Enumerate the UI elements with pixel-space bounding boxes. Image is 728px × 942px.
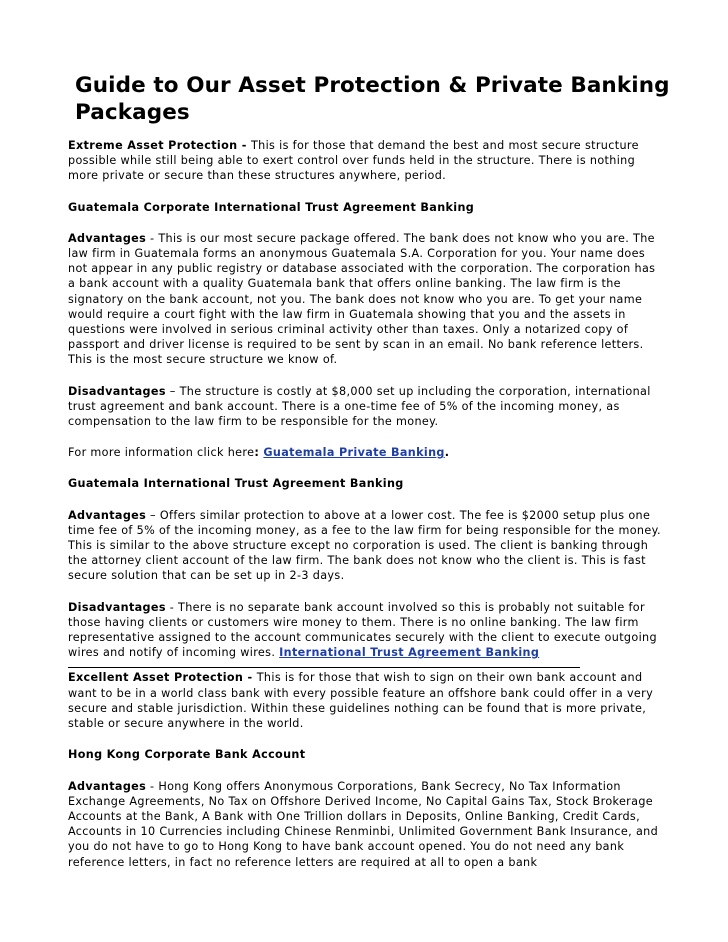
disadvantages-label: Disadvantages — [68, 384, 166, 398]
document-body — [68, 138, 664, 886]
extreme-protection-paragraph — [68, 138, 664, 184]
advantages-paragraph: Advantages – Offers similar protection to above at a lower cost. The fee is $2000 setup plus one time fee of 5% of the incoming money, as a fee to the law firm for being responsible for the money. This is similar to the above structure except no corporation is used. The client is banking through the attorney client account of the law firm. The bank does not know who the client is. This is fast secure solution that can be set up in 2-3 days. — [68, 508, 661, 583]
excellent-protection-heading: Excellent Asset Protection - — [68, 671, 257, 685]
advantages-label: Advantages — [68, 508, 147, 522]
disadvantages-label: Disadvantages — [68, 600, 166, 614]
advantages-paragraph: Advantages - This is our most secure package offered. The bank does not know who you are. The law firm in Guatemala forms an anonymous Guatemala S.A. Corporation for you. Your name does not appear in any public registry or database associated with the corporation. The corporation has a bank account with a quality Guatemala bank that offers online banking. The law firm is the signatory on the bank account, not you. The bank does not know who you are. To get your name would require a court fight with the law firm in Guatemala showing that you and the assets in questions were involved in serious criminal activity other than taxes. Only a notarized copy of passport and driver license is required to be sent by scan in an email. No bank reference letters. This is the most secure structure we know of. — [68, 231, 656, 367]
extreme-protection-heading: Extreme Asset Protection - — [68, 139, 251, 152]
page-title: Guide to Our Asset Protection & Private Banking Packages — [75, 73, 670, 125]
more-info-paragraph: For more information click here: Guatemala Private Banking. — [68, 446, 450, 460]
section-heading: Guatemala Corporate International Trust Agreement Banking — [68, 200, 475, 214]
section-heading: Guatemala International Trust Agreement Banking — [68, 477, 404, 491]
extreme-protection-text: This is for those that demand the best and most secure structure possible while still being able to exert control over funds held in the structure. There is nothing more private or secure than these structures anywhere, period. — [68, 139, 639, 183]
section-divider — [68, 667, 580, 668]
international-trust-agreement-banking-link[interactable]: International Trust Agreement Banking — [279, 646, 540, 660]
guatemala-private-banking-link[interactable]: Guatemala Private Banking — [263, 446, 445, 460]
disadvantages-paragraph: Disadvantages – The structure is costly at $8,000 set up including the corporation, international trust agreement and bank account. There is a one-time fee of 5% of the incoming money, as compensation to the law firm to be responsible for the money. — [68, 384, 651, 429]
excellent-protection-text: This is for those that wish to sign on their own bank account and want to be in a world class bank with every possible feature an offshore bank could offer in a very secure and stable jurisdiction. Within these guidelines nothing can be found that is more private, stable or secure anywhere in the world. — [68, 671, 654, 731]
disadvantages-paragraph: Disadvantages - There is no separate bank account involved so this is probably not suitable for those having clients or customers wire money to them. There is no online banking. The law firm representative assigned to the account communicates securely with the client to execute outgoing wires and notify of incoming wires. International Trust Agreement Banking — [68, 600, 657, 660]
excellent-protection-paragraph — [68, 670, 664, 731]
advantages-paragraph: Advantages - Hong Kong offers Anonymous Corporations, Bank Secrecy, No Tax Information Exchange Agreements, No Tax on Offshore Derived Income, No Capital Gains Tax, Stock Brokerage Accounts at the Bank, A Bank with One Trillion dollars in Deposits, Online Banking, Credit Cards, Accounts in 10 Currencies including Chinese Renminbi, Unlimited Government Bank Insurance, and you do not have to go to Hong Kong to have bank account opened. You do not need any bank reference letters, in fact no reference letters are required at all to open a bank — [68, 779, 659, 869]
section-heading: Hong Kong Corporate Bank Account — [68, 748, 306, 762]
advantages-label: Advantages — [68, 779, 147, 793]
advantages-label: Advantages — [68, 231, 147, 245]
